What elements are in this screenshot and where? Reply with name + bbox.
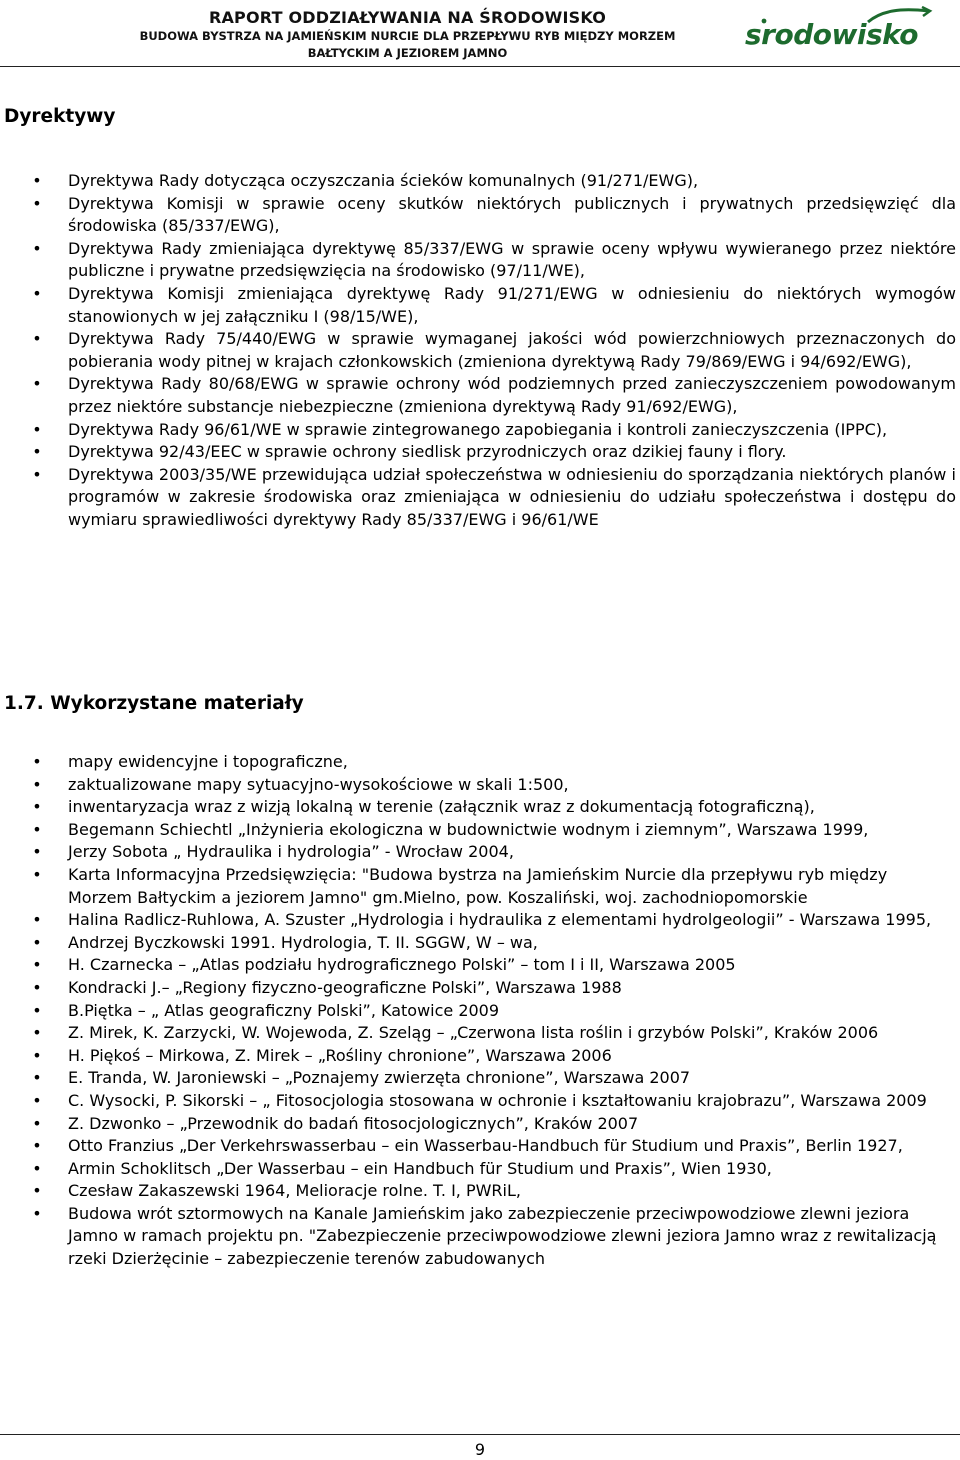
list-item: • Dyrektywa Rady 75/440/EWG w sprawie wymaganej jakości wód powierzchniowych przeznaczonych do pobierania wody pitnej w krajach członkowskich (zmieniona dyrektywą Rady 79/869/EWG i 94/692/EWG), bbox=[0, 328, 960, 373]
section-heading-directives: Dyrektywy bbox=[4, 106, 116, 127]
bullet-icon: • bbox=[32, 797, 42, 817]
list-item: • H. Czarnecka – „Atlas podziału hydrograficznego Polski” – tom I i II, Warszawa 2005 bbox=[0, 954, 960, 977]
page-header bbox=[0, 0, 960, 66]
list-item: • Dyrektywa Rady dotycząca oczyszczania ścieków komunalnych (91/271/EWG), bbox=[0, 170, 960, 193]
bullet-icon: • bbox=[32, 1113, 42, 1133]
bullet-icon: • bbox=[32, 955, 42, 975]
list-item: • Dyrektywa Rady 96/61/WE w sprawie zintegrowanego zapobiegania i kontroli zanieczyszczenia (IPPC), bbox=[0, 419, 960, 442]
list-item: • Begemann Schiechtl „Inżynieria ekologiczna w budownictwie wodnym i ziemnym”, Warszawa 1999, bbox=[0, 819, 960, 842]
bullet-icon: • bbox=[32, 238, 42, 258]
bullet-icon: • bbox=[32, 1136, 42, 1156]
list-item: • Jerzy Sobota „ Hydraulika i hydrologia” - Wrocław 2004, bbox=[0, 841, 960, 864]
bullet-icon: • bbox=[32, 752, 42, 771]
bullet-icon: • bbox=[32, 1068, 42, 1088]
list-item: • Dyrektywa Komisji w sprawie oceny skutków niektórych publicznych i prywatnych przedsięwzięć dla środowiska (85/337/EWG), bbox=[0, 193, 960, 238]
bullet-icon: • bbox=[32, 283, 42, 303]
list-item: • Otto Franzius „Der Verkehrswasserbau – ein Wasserbau-Handbuch für Studium und Praxis”, Berlin 1927, bbox=[0, 1135, 960, 1158]
bullet-icon: • bbox=[32, 1023, 42, 1043]
bullet-icon: • bbox=[32, 171, 42, 190]
list-item: • mapy ewidencyjne i topograficzne, bbox=[0, 751, 960, 774]
bullet-icon: • bbox=[32, 329, 42, 349]
list-item: • zaktualizowane mapy sytuacyjno-wysokościowe w skali 1:500, bbox=[0, 774, 960, 797]
bullet-icon: • bbox=[32, 1090, 42, 1110]
bullet-icon: • bbox=[32, 193, 42, 213]
directives-list bbox=[0, 170, 960, 532]
materials-list bbox=[0, 751, 960, 1271]
list-item: • Czesław Zakaszewski 1964, Melioracje rolne. T. I, PWRiL, bbox=[0, 1180, 960, 1203]
list-item: • Armin Schoklitsch „Der Wasserbau – ein Handbuch für Studium und Praxis”, Wien 1930, bbox=[0, 1158, 960, 1181]
list-item: • inwentaryzacja wraz z wizją lokalną w terenie (załącznik wraz z dokumentacją fotograficzną), bbox=[0, 796, 960, 819]
report-title-block bbox=[0, 7, 815, 62]
list-item: • Halina Radlicz-Ruhlowa, A. Szuster „Hydrologia i hydraulika z elementami hydrolgeologii” - Warszawa 1995, bbox=[0, 909, 960, 932]
bullet-icon: • bbox=[32, 1181, 42, 1201]
bullet-icon: • bbox=[32, 774, 42, 794]
list-item: • Dyrektywa Rady 80/68/EWG w sprawie ochrony wód podziemnych przed zanieczyszczeniem powodowanym przez niektóre substancje niebezpieczne (zmieniona dyrektywą Rady 91/692/EWG), bbox=[0, 373, 960, 418]
srodowisko-logo bbox=[742, 6, 942, 50]
list-item: • Dyrektywa Komisji zmieniająca dyrektywę Rady 91/271/EWG w odniesieniu do niektórych wymogów stanowionych w jej załączniku I (98/15/WE), bbox=[0, 283, 960, 328]
list-item: • Dyrektywa 92/43/EEC w sprawie ochrony siedlisk przyrodniczych oraz dzikiej fauny i flory. bbox=[0, 441, 960, 464]
page-number: 9 bbox=[474, 1440, 486, 1459]
list-item: • Z. Mirek, K. Zarzycki, W. Wojewoda, Z. Szeląg – „Czerwona lista roślin i grzybów Polski”, Kraków 2006 bbox=[0, 1022, 960, 1045]
list-item: • Andrzej Byczkowski 1991. Hydrologia, T. II. SGGW, W – wa, bbox=[0, 932, 960, 955]
bullet-icon: • bbox=[32, 910, 42, 930]
bullet-icon: • bbox=[32, 819, 42, 839]
bullet-icon: • bbox=[32, 864, 42, 884]
bullet-icon: • bbox=[32, 442, 42, 462]
footer-divider bbox=[0, 1434, 960, 1435]
bullet-icon: • bbox=[32, 1000, 42, 1020]
list-item: • C. Wysocki, P. Sikorski – „ Fitosocjologia stosowana w ochronie i kształtowaniu krajobrazu”, Warszawa 2009 bbox=[0, 1090, 960, 1113]
report-subtitle-line-2: BAŁTYCKIM A JEZIOREM JAMNO bbox=[307, 46, 508, 60]
report-subtitle-line-1: BUDOWA BYSTRZA NA JAMIEŃSKIM NURCIE DLA PRZEPŁYWU RYB MIĘDZY MORZEM bbox=[139, 29, 676, 43]
list-item: • Dyrektywa Rady zmieniająca dyrektywę 85/337/EWG w sprawie oceny wpływu wywieranego przez niektóre publiczne i prywatne przedsięwzięcia na środowisko (97/11/WE), bbox=[0, 238, 960, 283]
list-item: • Kondracki J.– „Regiony fizyczno-geograficzne Polski”, Warszawa 1988 bbox=[0, 977, 960, 1000]
list-item: • H. Piękoś – Mirkowa, Z. Mirek – „Rośliny chronione”, Warszawa 2006 bbox=[0, 1045, 960, 1068]
list-item: • E. Tranda, W. Jaroniewski – „Poznajemy zwierzęta chronione”, Warszawa 2007 bbox=[0, 1067, 960, 1090]
bullet-icon: • bbox=[32, 842, 42, 862]
bullet-icon: • bbox=[32, 1203, 42, 1223]
bullet-icon: • bbox=[32, 419, 42, 439]
section-heading-materials: 1.7. Wykorzystane materiały bbox=[4, 693, 304, 714]
report-title: RAPORT ODDZIAŁYWANIA NA ŚRODOWISKO bbox=[208, 8, 607, 27]
bullet-icon: • bbox=[32, 932, 42, 952]
svg-text:srodowisko: srodowisko bbox=[745, 18, 918, 50]
bullet-icon: • bbox=[32, 977, 42, 997]
list-item: • Dyrektywa 2003/35/WE przewidująca udział społeczeństwa w odniesieniu do sporządzania niektórych planów i programów w zakresie środowiska oraz zmieniająca w odniesieniu do udziału społeczeństwa i dostępu do wymiaru sprawiedliwości dyrektywy Rady 85/337/EWG i 96/61/WE bbox=[0, 464, 960, 532]
bullet-icon: • bbox=[32, 374, 42, 394]
bullet-icon: • bbox=[32, 1158, 42, 1178]
header-divider bbox=[0, 66, 960, 67]
list-item: • Budowa wrót sztormowych na Kanale Jamieńskim jako zabezpieczenie przeciwpowodziowe zlewni jeziora Jamno w ramach projektu pn. "Zabezpieczenie przeciwpowodziowe zlewni jeziora Jamno wraz z rewitalizacją rzeki Dzierżęcinie – zabezpieczenie terenów zabudowanych bbox=[0, 1203, 960, 1271]
list-item: • Karta Informacyjna Przedsięwzięcia: "Budowa bystrza na Jamieńskim Nurcie dla przepływu ryb między Morzem Bałtyckim a jeziorem Jamno" gm.Mielno, pow. Koszaliński, woj. zachodniopomorskie bbox=[0, 864, 960, 909]
bullet-icon: • bbox=[32, 464, 42, 484]
list-item: • B.Piętka – „ Atlas geograficzny Polski”, Katowice 2009 bbox=[0, 1000, 960, 1023]
bullet-icon: • bbox=[32, 1045, 42, 1065]
list-item: • Z. Dzwonko – „Przewodnik do badań fitosocjologicznych”, Kraków 2007 bbox=[0, 1113, 960, 1136]
